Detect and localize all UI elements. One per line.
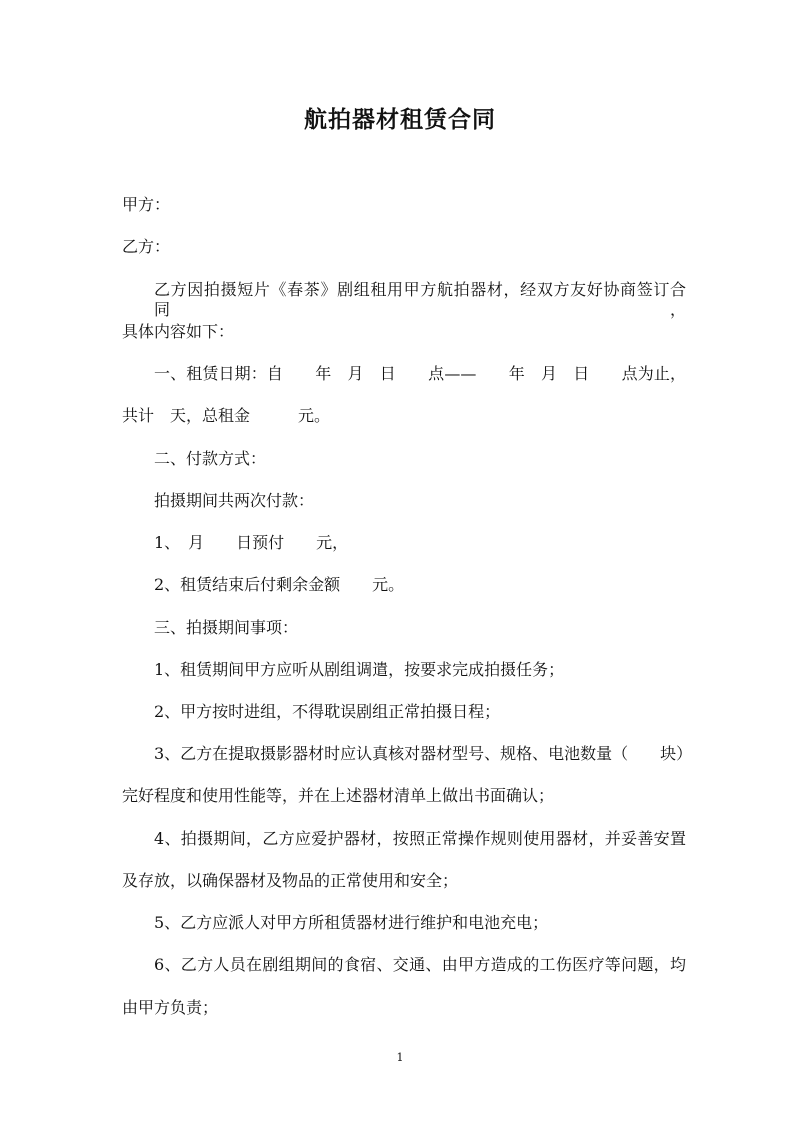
matter-item-3-line-2: 完好程度和使用性能等，并在上述器材清单上做出书面确认； bbox=[122, 786, 555, 805]
shooting-matters-heading: 三、拍摄期间事项： bbox=[154, 618, 299, 637]
payment-intro: 拍摄期间共两次付款： bbox=[154, 491, 315, 510]
matter-item-3-line-1: 3、乙方在提取摄影器材时应认真核对器材型号、规格、电池数量（ 块） bbox=[154, 744, 693, 763]
matter-item-5: 5、乙方应派人对甲方所租赁器材进行维护和电池充电； bbox=[154, 913, 549, 932]
matter-item-4-line-2: 及存放，以确保器材及物品的正常使用和安全； bbox=[122, 871, 459, 890]
contract-title: 航拍器材租赁合同 bbox=[304, 107, 496, 133]
matter-item-6-line-2: 由甲方负责； bbox=[122, 998, 219, 1017]
matter-item-4-line-1: 4、拍摄期间，乙方应爱护器材，按照正常操作规则使用器材，并妥善安置 bbox=[154, 829, 686, 848]
payment-item-1: 1、 月 日预付 元， bbox=[154, 533, 349, 552]
matter-item-6-line-1: 6、乙方人员在剧组期间的食宿、交通、由甲方造成的工伤医疗等问题，均 bbox=[154, 955, 686, 974]
intro-paragraph-line-1: 乙方因拍摄短片《春茶》剧组租用甲方航拍器材，经双方友好协商签订合同， bbox=[154, 280, 686, 319]
payment-heading: 二、付款方式： bbox=[154, 449, 267, 468]
payment-item-2: 2、租赁结束后付剩余金额 元。 bbox=[154, 575, 405, 594]
matter-item-1: 1、租赁期间甲方应听从剧组调遣，按要求完成拍摄任务； bbox=[154, 660, 565, 679]
party-b-line: 乙方： bbox=[122, 237, 171, 256]
rental-date-line-1: 一、租赁日期：自 年 月 日 点—— 年 月 日 点为止， bbox=[154, 364, 686, 383]
rental-date-line-2: 共计 天，总租金 元。 bbox=[122, 406, 331, 425]
intro-paragraph-line-2: 具体内容如下： bbox=[122, 322, 235, 341]
matter-item-2: 2、甲方按时进组，不得耽误剧组正常拍摄日程； bbox=[154, 702, 501, 721]
party-a-line: 甲方： bbox=[122, 195, 171, 214]
page-number: 1 bbox=[396, 1051, 404, 1064]
